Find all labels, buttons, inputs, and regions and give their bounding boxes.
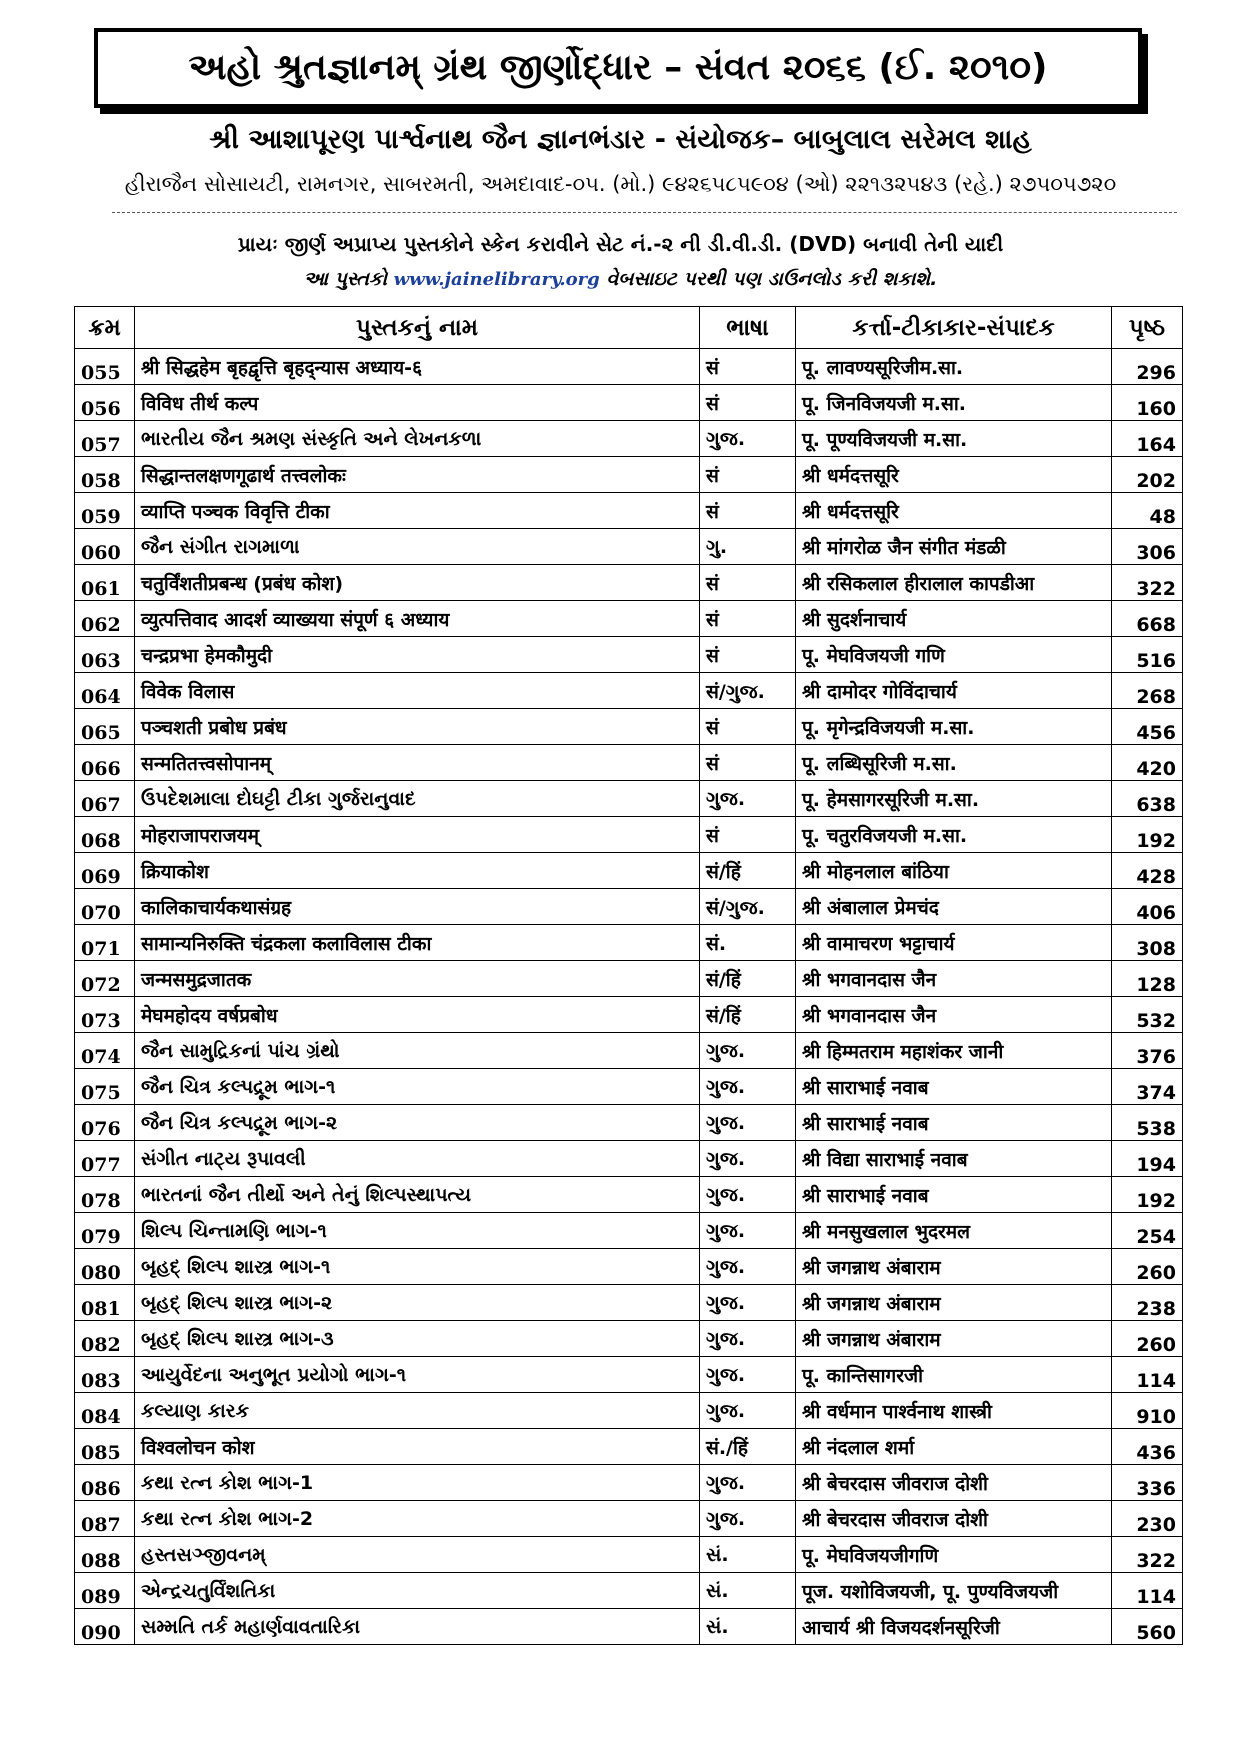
language-cell: सं/ગુજ.	[700, 673, 796, 709]
language-cell: ગુજ.	[700, 1177, 796, 1213]
table-row	[75, 1501, 1183, 1537]
serial-cell: 088	[75, 1537, 135, 1573]
dashed-divider	[112, 212, 1177, 213]
serial-cell: 087	[75, 1501, 135, 1537]
author-cell: पूज. यशोविजयजी, पू. पुण्यविजयजी	[796, 1573, 1112, 1609]
serial-cell: 055	[75, 349, 135, 385]
author-cell: श्री वामाचरण भट्टाचार्य	[796, 925, 1112, 961]
serial-cell: 068	[75, 817, 135, 853]
book-name-cell: ભારતનાં જૈન તીર્થો અને તેનું શિલ્પસ્થાપત્ય	[135, 1177, 700, 1213]
author-cell: आचार्य श्री विजयदर्शनसूरिजी	[796, 1609, 1112, 1645]
table-row	[75, 493, 1183, 529]
language-cell: ગુજ.	[700, 781, 796, 817]
author-cell: पू. कान्तिसागरजी	[796, 1357, 1112, 1393]
serial-cell: 071	[75, 925, 135, 961]
table-row	[75, 745, 1183, 781]
table-row	[75, 637, 1183, 673]
table-row	[75, 781, 1183, 817]
page-title-text: અહો શ્રુતજ્ઞાનમ્ ગ્રંથ જીર્ણોદ્ધાર – સંવત ૨૦૬૬ (ઈ. ૨૦૧૦)	[188, 47, 1048, 88]
pages-cell: 668	[1112, 601, 1183, 637]
download-note-suffix: વેબસાઇટ પરથી પણ ડાઉનલોડ કરી શકાશે.	[606, 268, 938, 290]
serial-cell: 070	[75, 889, 135, 925]
table-row	[75, 1357, 1183, 1393]
pages-cell: 516	[1112, 637, 1183, 673]
serial-cell: 060	[75, 529, 135, 565]
language-cell: ગુજ.	[700, 1105, 796, 1141]
book-name-cell: सन्मतितत्त्वसोपानम्	[135, 745, 700, 781]
serial-cell: 078	[75, 1177, 135, 1213]
book-name-cell: व्याप्ति पञ्चक विवृत्ति टीका	[135, 493, 700, 529]
pages-cell: 374	[1112, 1069, 1183, 1105]
table-row	[75, 1285, 1183, 1321]
serial-cell: 075	[75, 1069, 135, 1105]
serial-cell: 079	[75, 1213, 135, 1249]
pages-cell: 322	[1112, 565, 1183, 601]
book-name-cell: सिद्धान्तलक्षणगूढार्थ तत्त्वलोकः	[135, 457, 700, 493]
serial-cell: 080	[75, 1249, 135, 1285]
language-cell: સં.	[700, 1573, 796, 1609]
language-cell: सं	[700, 493, 796, 529]
serial-cell: 082	[75, 1321, 135, 1357]
author-cell: श्री हिम्मतराम महाशंकर जानी	[796, 1033, 1112, 1069]
book-name-cell: ભારતીય જૈન શ્રમણ સંસ્કૃતિ અને લેખનકળા	[135, 421, 700, 457]
table-row	[75, 1249, 1183, 1285]
dvd-note: પ્રાયઃ જીર્ણ અપ્રાપ્ય પુસ્તકોને સ્કેન કરાવીને સેટ નં.-૨ ની ડી.વી.ડી. (DVD) બનાવી તેની યાદી	[237, 232, 1004, 256]
language-cell: सं	[700, 709, 796, 745]
pages-cell: 322	[1112, 1537, 1183, 1573]
table-row	[75, 1141, 1183, 1177]
download-note-prefix: આ પુસ્તકો	[303, 268, 387, 290]
website-link[interactable]: www.jainelibrary.org	[393, 269, 600, 290]
serial-cell: 074	[75, 1033, 135, 1069]
serial-cell: 062	[75, 601, 135, 637]
language-cell: ગુજ.	[700, 1393, 796, 1429]
header-book-name: પુસ્તકનું નામ	[135, 307, 700, 349]
header-serial: ક્રમ	[75, 307, 135, 349]
table-row	[75, 385, 1183, 421]
author-cell: श्री विद्या साराभाई नवाब	[796, 1141, 1112, 1177]
author-cell: पू. मेघविजयजीगणि	[796, 1537, 1112, 1573]
book-name-cell: કથા રત્ન કોશ ભાગ-1	[135, 1465, 700, 1501]
serial-cell: 064	[75, 673, 135, 709]
author-cell: श्री बेचरदास जीवराज दोशी	[796, 1465, 1112, 1501]
author-cell: पू. मेघविजयजी गणि	[796, 637, 1112, 673]
author-cell: पू. हेमसागरसूरिजी म.सा.	[796, 781, 1112, 817]
language-cell: सं/हिं	[700, 853, 796, 889]
serial-cell: 076	[75, 1105, 135, 1141]
author-cell: पू. चतुरविजयजी म.सा.	[796, 817, 1112, 853]
language-cell: ગુજ.	[700, 1321, 796, 1357]
table-row	[75, 349, 1183, 385]
pages-cell: 192	[1112, 1177, 1183, 1213]
serial-cell: 084	[75, 1393, 135, 1429]
table-row	[75, 673, 1183, 709]
serial-cell: 090	[75, 1609, 135, 1645]
header-pages: પૃષ્ઠ	[1112, 307, 1183, 349]
language-cell: सं	[700, 817, 796, 853]
author-cell: श्री अंबालाल प्रेमचंद	[796, 889, 1112, 925]
pages-cell: 532	[1112, 997, 1183, 1033]
language-cell: ગુ.	[700, 529, 796, 565]
book-name-cell: चन्द्रप्रभा हेमकौमुदी	[135, 637, 700, 673]
serial-cell: 085	[75, 1429, 135, 1465]
table-body	[75, 349, 1183, 1645]
serial-cell: 061	[75, 565, 135, 601]
book-name-cell: विविध तीर्थ कल्प	[135, 385, 700, 421]
book-name-cell: पञ्चशती प्रबोध प्रबंध	[135, 709, 700, 745]
language-cell: ગુજ.	[700, 1357, 796, 1393]
download-note	[0, 268, 1241, 290]
language-cell: ગુજ.	[700, 1501, 796, 1537]
pages-cell: 428	[1112, 853, 1183, 889]
book-name-cell: श्री सिद्धहेम बृहद्वृत्ति बृहद्न्यास अध्याय-६	[135, 349, 700, 385]
author-cell: पू. मृगेन्द्रविजयजी म.सा.	[796, 709, 1112, 745]
book-name-cell: એન્દ્રચતુર્વિંશતિકા	[135, 1573, 700, 1609]
pages-cell: 114	[1112, 1573, 1183, 1609]
book-name-cell: व्युत्पत्तिवाद आदर्श व्याख्यया संपूर्ण ६ अध्याय	[135, 601, 700, 637]
language-cell: સં.	[700, 1609, 796, 1645]
pages-cell: 260	[1112, 1249, 1183, 1285]
serial-cell: 081	[75, 1285, 135, 1321]
book-name-cell: બૃહદ્ શિલ્પ શાસ્ત્ર ભાગ-૨	[135, 1285, 700, 1321]
table-row	[75, 997, 1183, 1033]
pages-cell: 260	[1112, 1321, 1183, 1357]
serial-cell: 067	[75, 781, 135, 817]
table-row	[75, 961, 1183, 997]
author-cell: श्री दामोदर गोविंदाचार्य	[796, 673, 1112, 709]
organization-line: શ્રી આશાપૂરણ પાર્શ્વનાથ જૈન જ્ઞાનભંડાર - સંયોજક– બાબુલાલ સરેમલ શાહ	[209, 124, 1032, 155]
serial-cell: 089	[75, 1573, 135, 1609]
author-cell: श्री जगन्नाथ अंबाराम	[796, 1321, 1112, 1357]
author-cell: श्री मनसुखलाल भुदरमल	[796, 1213, 1112, 1249]
book-name-cell: બૃહદ્ શિલ્પ શાસ્ત્ર ભાગ-૩	[135, 1321, 700, 1357]
address-line: હીરાજૈન સોસાયટી, રામનગર, સાબરમતી, અમદાવાદ-૦૫. (મો.) ૯૪૨૬૫૮૫૯૦૪ (ઓ) ૨૨૧૩૨૫૪૩ (રહે.) ૨૭૫૦૫૭૨૦	[124, 172, 1117, 196]
pages-cell: 306	[1112, 529, 1183, 565]
author-cell: श्री धर्मदत्तसूरि	[796, 457, 1112, 493]
book-name-cell: સંગીત નાટ્ય રૂપાવલી	[135, 1141, 700, 1177]
pages-cell: 436	[1112, 1429, 1183, 1465]
pages-cell: 194	[1112, 1141, 1183, 1177]
serial-cell: 066	[75, 745, 135, 781]
pages-cell: 268	[1112, 673, 1183, 709]
book-name-cell: જૈન ચિત્ર કલ્પદ્રૂમ ભાગ-૧	[135, 1069, 700, 1105]
table-row	[75, 1465, 1183, 1501]
pages-cell: 336	[1112, 1465, 1183, 1501]
author-cell: श्री बेचरदास जीवराज दोशी	[796, 1501, 1112, 1537]
table-row	[75, 1033, 1183, 1069]
pages-cell: 910	[1112, 1393, 1183, 1429]
author-cell: पू. लब्धिसूरिजी म.सा.	[796, 745, 1112, 781]
author-cell: श्री वर्धमान पार्श्वनाथ शास्त्री	[796, 1393, 1112, 1429]
serial-cell: 077	[75, 1141, 135, 1177]
serial-cell: 083	[75, 1357, 135, 1393]
language-cell: સં.	[700, 1537, 796, 1573]
pages-cell: 296	[1112, 349, 1183, 385]
book-name-cell: બૃહદ્ શિલ્પ શાસ્ત્ર ભાગ-૧	[135, 1249, 700, 1285]
serial-cell: 057	[75, 421, 135, 457]
table-row	[75, 1429, 1183, 1465]
author-cell: श्री साराभाई नवाब	[796, 1105, 1112, 1141]
pages-cell: 376	[1112, 1033, 1183, 1069]
author-cell: पू. लावण्यसूरिजीम.सा.	[796, 349, 1112, 385]
language-cell: सं./हिं	[700, 1429, 796, 1465]
language-cell: सं	[700, 385, 796, 421]
pages-cell: 114	[1112, 1357, 1183, 1393]
book-name-cell: હસ્તસઞ્જીવનમ્	[135, 1537, 700, 1573]
table-row	[75, 565, 1183, 601]
table-row	[75, 601, 1183, 637]
book-name-cell: કલ્યાણ કારક	[135, 1393, 700, 1429]
pages-cell: 308	[1112, 925, 1183, 961]
serial-cell: 073	[75, 997, 135, 1033]
table-row	[75, 1609, 1183, 1645]
author-cell: श्री मांगरोळ जैन संगीत मंडळी	[796, 529, 1112, 565]
pages-cell: 202	[1112, 457, 1183, 493]
table-row	[75, 853, 1183, 889]
table-row	[75, 889, 1183, 925]
table-row	[75, 925, 1183, 961]
table-row	[75, 1213, 1183, 1249]
language-cell: सं	[700, 637, 796, 673]
language-cell: ગુજ.	[700, 1213, 796, 1249]
book-list-table	[74, 306, 1183, 1645]
author-cell: श्री रसिकलाल हीरालाल कापडीआ	[796, 565, 1112, 601]
header-language: ભાષા	[700, 307, 796, 349]
book-name-cell: જૈન સંગીત રાગમાળા	[135, 529, 700, 565]
language-cell: ગુજ.	[700, 1141, 796, 1177]
author-cell: श्री भगवानदास जैन	[796, 961, 1112, 997]
language-cell: ગુજ.	[700, 1465, 796, 1501]
pages-cell: 192	[1112, 817, 1183, 853]
table-row	[75, 1105, 1183, 1141]
author-cell: श्री साराभाई नवाब	[796, 1177, 1112, 1213]
book-name-cell: कालिकाचार्यकथासंग्रह	[135, 889, 700, 925]
book-name-cell: विश्वलोचन कोश	[135, 1429, 700, 1465]
pages-cell: 48	[1112, 493, 1183, 529]
author-cell: श्री धर्मदत्तसूरि	[796, 493, 1112, 529]
table-header-row	[75, 307, 1183, 349]
table-row	[75, 1537, 1183, 1573]
book-name-cell: જૈન સામુદ્રિકનાં પાંચ ગ્રંથો	[135, 1033, 700, 1069]
author-cell: श्री जगन्नाथ अंबाराम	[796, 1249, 1112, 1285]
book-name-cell: આયુર્વેદના અનુભૂત પ્રયોગો ભાગ-૧	[135, 1357, 700, 1393]
pages-cell: 164	[1112, 421, 1183, 457]
book-name-cell: जन्मसमुद्रजातक	[135, 961, 700, 997]
table-row	[75, 457, 1183, 493]
book-name-cell: ઉપદેશમાલા દોઘટ્ટી ટીકા ગુર્જરાનુવાદ	[135, 781, 700, 817]
author-cell: पू. पूण्यविजयजी म.सा.	[796, 421, 1112, 457]
table-row	[75, 529, 1183, 565]
author-cell: श्री नंदलाल शर्मा	[796, 1429, 1112, 1465]
serial-cell: 063	[75, 637, 135, 673]
book-name-cell: સમ્મતિ તર્ક મહાર્ણવાવતારિકા	[135, 1609, 700, 1645]
serial-cell: 086	[75, 1465, 135, 1501]
author-cell: श्री साराभाई नवाब	[796, 1069, 1112, 1105]
author-cell: पू. जिनविजयजी म.सा.	[796, 385, 1112, 421]
author-cell: श्री सुदर्शनाचार्य	[796, 601, 1112, 637]
book-name-cell: કથા રત્ન કોશ ભાગ-2	[135, 1501, 700, 1537]
language-cell: ગુજ.	[700, 1069, 796, 1105]
pages-cell: 160	[1112, 385, 1183, 421]
table-row	[75, 1321, 1183, 1357]
book-name-cell: मोहराजापराजयम्	[135, 817, 700, 853]
language-cell: सं/हिं	[700, 997, 796, 1033]
serial-cell: 056	[75, 385, 135, 421]
table-row	[75, 1069, 1183, 1105]
pages-cell: 560	[1112, 1609, 1183, 1645]
pages-cell: 406	[1112, 889, 1183, 925]
table-row	[75, 1177, 1183, 1213]
page-title	[94, 28, 1142, 108]
pages-cell: 538	[1112, 1105, 1183, 1141]
language-cell: सं	[700, 457, 796, 493]
pages-cell: 254	[1112, 1213, 1183, 1249]
book-name-cell: मेघमहोदय वर्षप्रबोध	[135, 997, 700, 1033]
language-cell: सं	[700, 349, 796, 385]
language-cell: ગુજ.	[700, 1249, 796, 1285]
language-cell: सं	[700, 745, 796, 781]
pages-cell: 128	[1112, 961, 1183, 997]
language-cell: सं.	[700, 925, 796, 961]
book-name-cell: सामान्यनिरुक्ति चंद्रकला कलाविलास टीका	[135, 925, 700, 961]
table-row	[75, 1393, 1183, 1429]
author-cell: श्री जगन्नाथ अंबाराम	[796, 1285, 1112, 1321]
language-cell: ગુજ.	[700, 1033, 796, 1069]
book-name-cell: જૈન ચિત્ર કલ્પદ્રૂમ ભાગ-૨	[135, 1105, 700, 1141]
pages-cell: 238	[1112, 1285, 1183, 1321]
pages-cell: 230	[1112, 1501, 1183, 1537]
serial-cell: 058	[75, 457, 135, 493]
table-row	[75, 1573, 1183, 1609]
language-cell: सं	[700, 601, 796, 637]
table-row	[75, 709, 1183, 745]
book-name-cell: क्रियाकोश	[135, 853, 700, 889]
header-author: કર્ત્તા-ટીકાકાર-સંપાદક	[796, 307, 1112, 349]
book-name-cell: विवेक विलास	[135, 673, 700, 709]
book-name-cell: શિલ્પ ચિન્તામણિ ભાગ-૧	[135, 1213, 700, 1249]
pages-cell: 638	[1112, 781, 1183, 817]
language-cell: सं	[700, 565, 796, 601]
serial-cell: 065	[75, 709, 135, 745]
language-cell: सं/ગુજ.	[700, 889, 796, 925]
serial-cell: 069	[75, 853, 135, 889]
serial-cell: 072	[75, 961, 135, 997]
language-cell: सं/हिं	[700, 961, 796, 997]
table-row	[75, 817, 1183, 853]
pages-cell: 420	[1112, 745, 1183, 781]
language-cell: ગુજ.	[700, 1285, 796, 1321]
book-name-cell: चतुर्विंशतीप्रबन्ध (प्रबंध कोश)	[135, 565, 700, 601]
author-cell: श्री मोहनलाल बांठिया	[796, 853, 1112, 889]
language-cell: ગુજ.	[700, 421, 796, 457]
pages-cell: 456	[1112, 709, 1183, 745]
table-row	[75, 421, 1183, 457]
author-cell: श्री भगवानदास जैन	[796, 997, 1112, 1033]
serial-cell: 059	[75, 493, 135, 529]
